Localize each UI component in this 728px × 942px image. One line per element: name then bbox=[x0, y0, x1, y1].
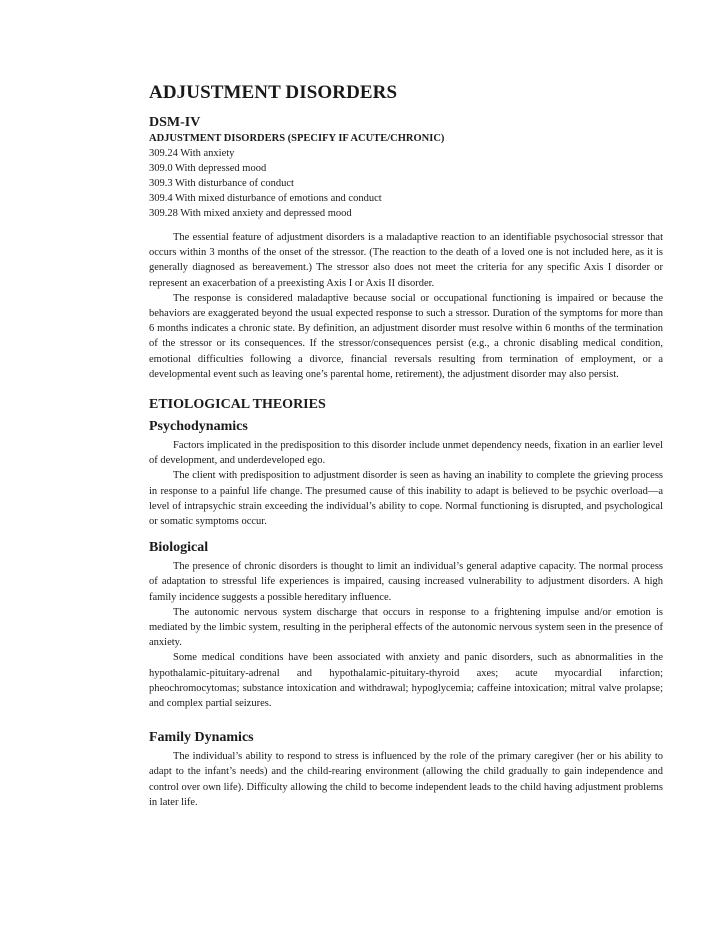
psychodynamics-heading: Psychodynamics bbox=[149, 419, 248, 435]
biological-paragraph: Some medical conditions have been associated with anxiety and panic disorders, such as abnormalities in the hypothalamic-pituitary-adrenal and hypothalamic-pituitary-thyroid axes; acute myocardial infarction; pheochromocytomas; substance intoxication and withdrawal; hypoglycemia; caffeine intoxication; mitral valve prolapse; and complex partial seizures. bbox=[149, 652, 663, 710]
dsm-subheading: ADJUSTMENT DISORDERS (SPECIFY IF ACUTE/CHRONIC) bbox=[149, 133, 445, 144]
dsm-heading: DSM-IV bbox=[149, 115, 201, 130]
diagnosis-code-item: 309.28 With mixed anxiety and depressed mood bbox=[149, 208, 352, 219]
diagnosis-code-item: 309.3 With disturbance of conduct bbox=[149, 178, 294, 189]
diagnosis-code-item: 309.0 With depressed mood bbox=[149, 163, 267, 174]
diagnosis-code-list bbox=[149, 146, 663, 221]
psychodynamics-paragraph: Factors implicated in the predisposition to this disorder include unmet dependency needs, fixation in an earlier level of development, and underdeveloped ego. bbox=[149, 440, 663, 467]
document-page bbox=[149, 82, 663, 810]
biological-heading: Biological bbox=[149, 540, 209, 556]
intro-paragraph: The response is considered maladaptive because social or occupational functioning is impaired or because the behaviors are exaggerated beyond the usual expected response to such a stressor. Duration of the symptoms for more than 6 months indicates a chronic state. By definition, an adjustment disorder must resolve within 6 months of the termination of the stressor or its consequences. If the stressor/consequences persist (e.g., a chronic disabling medical condition, emotional difficulties following a divorce, financial reversals resulting from termination of employment, or a developmental event such as leaving one’s parental home, retirement), the adjustment disorder may also persist. bbox=[149, 292, 663, 380]
psychodynamics-paragraph: The client with predisposition to adjustment disorder is seen as having an inability to complete the grieving process in response to a painful life change. The presumed cause of this inability to adapt is believed to be psychic overload—a level of intrapsychic strain exceeding the individual’s ability to cope. Normal functioning is disrupted, and psychological or somatic symptoms occur. bbox=[149, 470, 663, 528]
page-title: ADJUSTMENT DISORDERS bbox=[149, 82, 398, 103]
family-dynamics-paragraph: The individual’s ability to respond to stress is influenced by the role of the primary caregiver (her or his ability to adapt to the infant’s needs) and the child-rearing environment (allowing the child gradually to gain independence and control over own life). Difficulty allowing the child to become independent leads to the child having adjustment problems in later life. bbox=[149, 751, 663, 808]
diagnosis-code-item: 309.24 With anxiety bbox=[149, 148, 235, 159]
etiological-theories-heading: ETIOLOGICAL THEORIES bbox=[149, 397, 326, 413]
diagnosis-code-item: 309.4 With mixed disturbance of emotions and conduct bbox=[149, 193, 382, 204]
family-dynamics-heading: Family Dynamics bbox=[149, 730, 254, 746]
biological-paragraph: The presence of chronic disorders is thought to limit an individual’s general adaptive capacity. The normal process of adaptation to stressful life experiences is impaired, causing increased vulnerability to adjustment disorders. A high family incidence suggests a possible hereditary influence. bbox=[149, 561, 663, 603]
biological-paragraph: The autonomic nervous system discharge that occurs in response to a frightening impulse and/or emotion is mediated by the limbic system, resulting in the peripheral effects of the autonomic nervous system seen in the presence of anxiety. bbox=[149, 606, 663, 649]
intro-paragraph: The essential feature of adjustment disorders is a maladaptive reaction to an identifiable psychosocial stressor that occurs within 3 months of the onset of the stressor. (The reaction to the death of a loved one is not included here, as it is generally diagnosed as bereavement.) The stressor also does not meet the criteria for any specific Axis I disorder or represent an exacerbation of a preexisting Axis I or Axis II disorder. bbox=[149, 232, 663, 289]
